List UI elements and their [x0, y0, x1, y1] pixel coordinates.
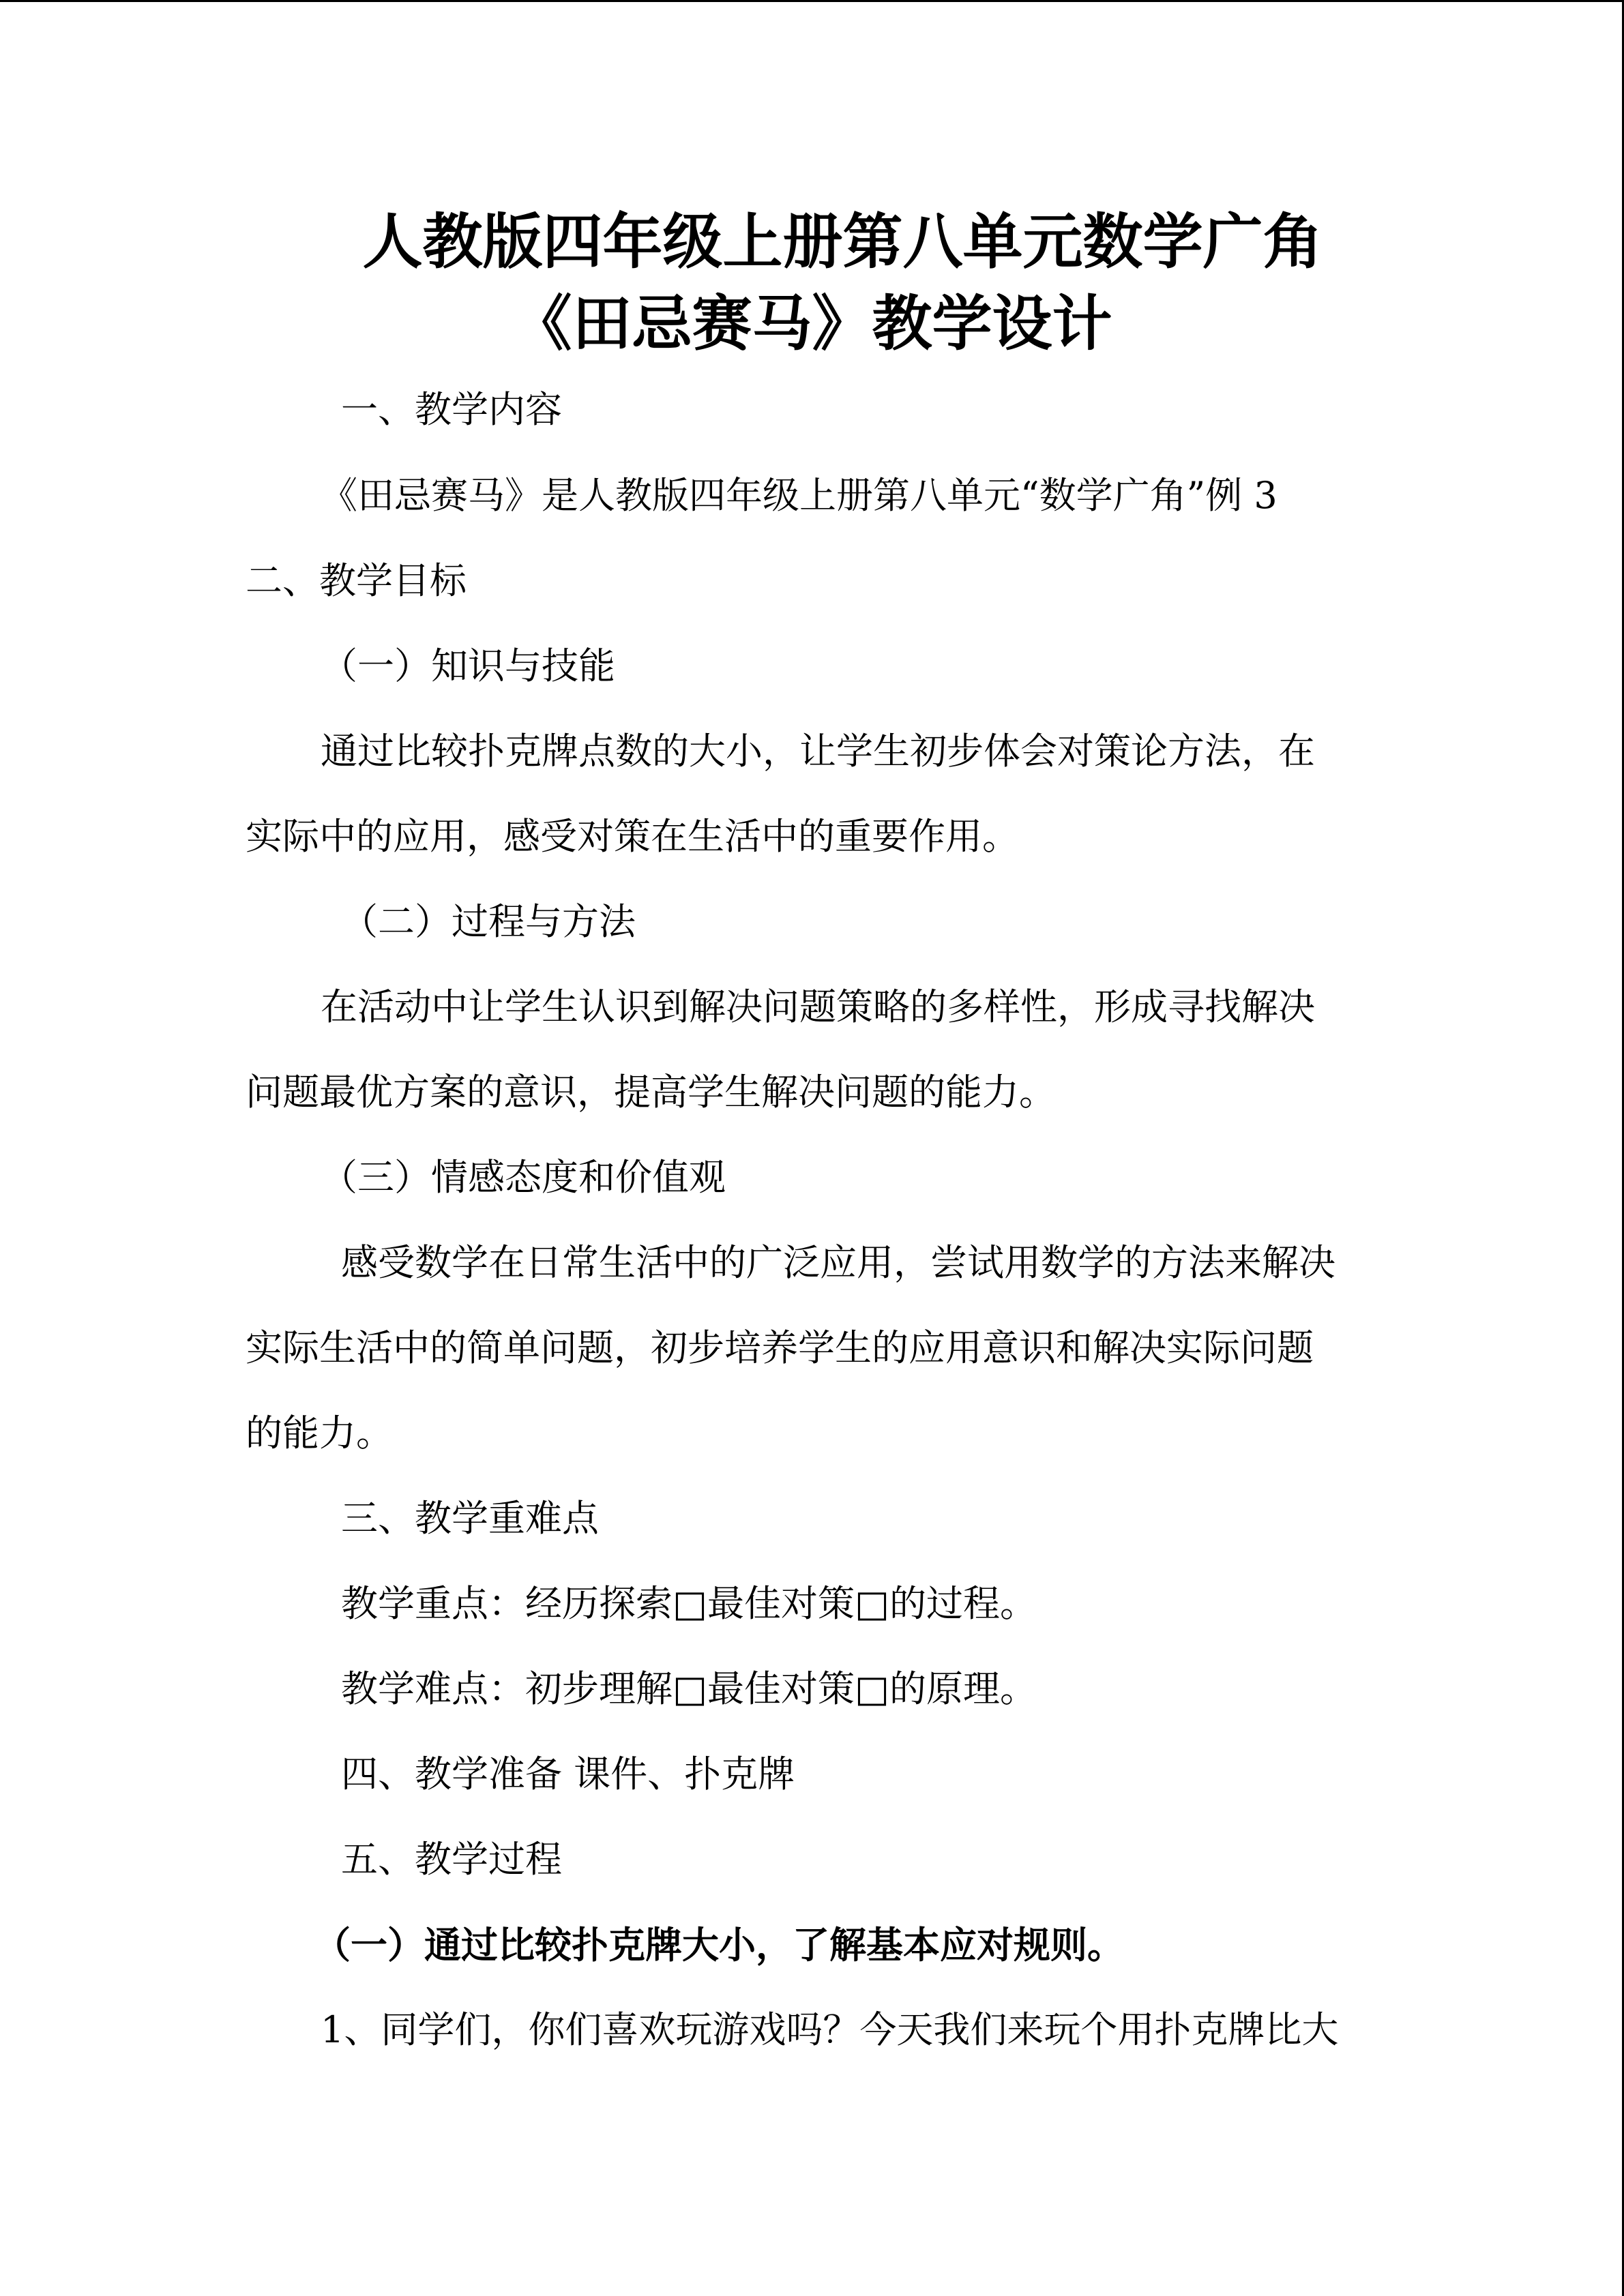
paragraph-line: 教学难点：初步理解□最佳对策□的原理。 [341, 1667, 1037, 1710]
subheading-bold-step-one: （一）通过比较扑克牌大小，了解基本应对规则。 [314, 1923, 1124, 1967]
paragraph-line: 教学重点：经历探索□最佳对策□的过程。 [341, 1582, 1037, 1625]
paragraph-line: 实际中的应用，感受对策在生活中的重要作用。 [246, 815, 1019, 858]
paragraph-line: 的能力。 [246, 1412, 393, 1455]
section-heading-teaching-goals: 二、教学目标 [246, 559, 467, 602]
page-border-top [0, 0, 1624, 2]
paragraph-line: 问题最优方案的意识，提高学生解决问题的能力。 [246, 1071, 1056, 1114]
subheading-process-method: （二）过程与方法 [341, 900, 636, 943]
section-heading-teaching-content: 一、教学内容 [341, 388, 562, 431]
paragraph-line: 《田忌赛马》是人教版四年级上册第八单元“数学广角”例 3 [321, 474, 1278, 517]
document-title-line-1: 人教版四年级上册第八单元数学广角 [362, 206, 1323, 277]
section-heading-preparation: 四、教学准备 课件、扑克牌 [341, 1753, 795, 1795]
paragraph-line: 感受数学在日常生活中的广泛应用，尝试用数学的方法来解决 [341, 1241, 1335, 1284]
section-heading-teaching-process: 五、教学过程 [341, 1838, 562, 1881]
paragraph-line: 实际生活中的简单问题，初步培养学生的应用意识和解决实际问题 [246, 1326, 1314, 1369]
paragraph-line: 在活动中让学生认识到解决问题策略的多样性，形成寻找解决 [321, 985, 1315, 1028]
paragraph-line: 1、同学们，你们喜欢玩游戏吗？今天我们来玩个用扑克牌比大 [321, 2008, 1339, 2051]
subheading-emotion-values: （三）情感态度和价值观 [321, 1156, 726, 1199]
subheading-knowledge-skills: （一）知识与技能 [321, 644, 615, 687]
document-title-line-2: 《田忌赛马》教学设计 [512, 288, 1112, 359]
paragraph-line: 通过比较扑克牌点数的大小，让学生初步体会对策论方法，在 [321, 730, 1315, 773]
section-heading-key-points: 三、教学重难点 [341, 1497, 599, 1540]
